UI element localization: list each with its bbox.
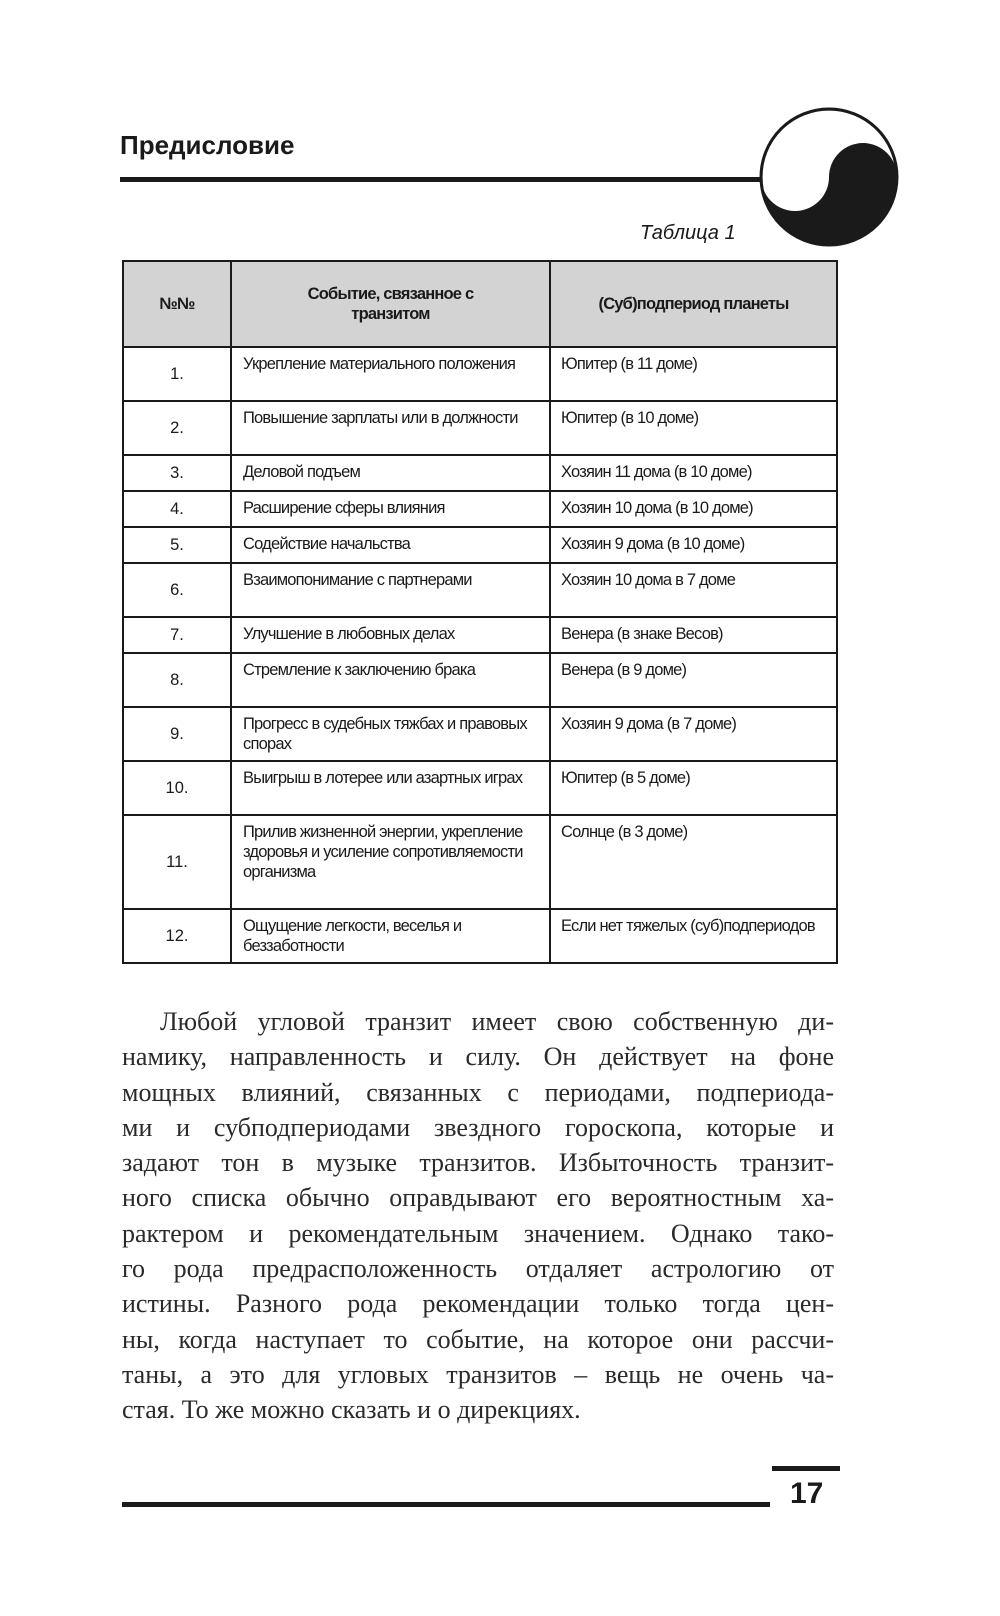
row-number: 8. — [123, 653, 231, 707]
row-event: Прилив жизненной энергии, укрепление здоровья и усиление сопротивляемости организма — [231, 815, 550, 909]
section-title: Предисловие — [120, 130, 295, 160]
table-row — [123, 455, 837, 491]
row-number: 10. — [123, 761, 231, 815]
row-planet: Юпитер (в 11 доме) — [550, 347, 837, 401]
row-event: Укрепление материального положения — [231, 347, 550, 401]
table-row — [123, 617, 837, 653]
row-planet: Юпитер (в 10 доме) — [550, 401, 837, 455]
row-planet: Хозяин 9 дома (в 10 доме) — [550, 527, 837, 563]
paragraph-line: ны, когда наступает то событие, на которое они рассчи- — [122, 1324, 834, 1354]
paragraph-line: задают тон в музыке транзитов. Избыточность транзит- — [122, 1148, 834, 1178]
row-number: 4. — [123, 491, 231, 527]
footer-rule — [122, 1502, 770, 1507]
table-row — [123, 909, 837, 963]
row-number: 12. — [123, 909, 231, 963]
transit-table — [122, 260, 838, 964]
column-header-number: №№ — [123, 261, 231, 347]
row-planet: Хозяин 10 дома (в 10 доме) — [550, 491, 837, 527]
row-event: Улучшение в любовных делах — [231, 617, 550, 653]
row-planet: Юпитер (в 5 доме) — [550, 761, 837, 815]
row-event: Взаимопонимание с партнерами — [231, 563, 550, 617]
row-event: Ощущение легкости, веселья и беззаботности — [231, 909, 550, 963]
paragraph-line: рактером и рекомендательным значением. Однако тако- — [122, 1218, 834, 1248]
table-row — [123, 563, 837, 617]
row-planet: Хозяин 10 дома в 7 доме — [550, 563, 837, 617]
row-planet: Хозяин 9 дома (в 7 доме) — [550, 707, 837, 761]
row-number: 11. — [123, 815, 231, 909]
row-planet: Венера (в знаке Весов) — [550, 617, 837, 653]
paragraph-line: Любой угловой транзит имеет свою собственную ди- — [160, 1007, 834, 1036]
table-row — [123, 707, 837, 761]
row-number: 7. — [123, 617, 231, 653]
paragraph-line: ми и субподпериодами звездного гороскопа, которые и — [122, 1112, 834, 1142]
row-event: Выигрыш в лотерее или азартных играх — [231, 761, 550, 815]
yin-yang-icon — [758, 106, 900, 248]
paragraph-line: ного списка обычно оправдывают его вероятностным ха- — [122, 1183, 834, 1213]
table-row — [123, 491, 837, 527]
row-number: 1. — [123, 347, 231, 401]
column-header-event-label: Событие, связанное с транзитом — [307, 285, 474, 323]
row-event: Стремление к заключению брака — [231, 653, 550, 707]
page-number: 17 — [790, 1477, 824, 1510]
table-row — [123, 761, 837, 815]
paragraph-line: истины. Разного рода рекомендации только тогда цен- — [122, 1289, 834, 1319]
row-event: Содействие начальства — [231, 527, 550, 563]
header-rule — [120, 177, 768, 182]
table-header-row — [123, 261, 837, 347]
column-header-planet: (Суб)подпериод планеты — [550, 261, 837, 347]
paragraph-line: намику, направленность и силу. Он действует на фоне — [122, 1042, 834, 1072]
row-number: 9. — [123, 707, 231, 761]
row-number: 2. — [123, 401, 231, 455]
row-planet: Если нет тяжелых (суб)подпериодов — [550, 909, 837, 963]
row-number: 3. — [123, 455, 231, 491]
table-caption: Таблица 1 — [640, 222, 736, 244]
row-event: Прогресс в судебных тяжбах и правовых спорах — [231, 707, 550, 761]
table-row — [123, 815, 837, 909]
paragraph-line: мощных влияний, связанных с периодами, подпериода- — [122, 1077, 834, 1107]
row-event: Расширение сферы влияния — [231, 491, 550, 527]
table-row — [123, 527, 837, 563]
column-header-event — [231, 261, 550, 347]
table-row — [123, 347, 837, 401]
paragraph-line: таны, а это для угловых транзитов – вещь не очень ча- — [122, 1359, 834, 1389]
paragraph-line: го рода предрасположенность отдаляет астрологию от — [122, 1254, 834, 1284]
row-planet: Солнце (в 3 доме) — [550, 815, 837, 909]
table-row — [123, 653, 837, 707]
table-row — [123, 401, 837, 455]
row-event: Повышение зарплаты или в должности — [231, 401, 550, 455]
row-number: 6. — [123, 563, 231, 617]
body-paragraph — [122, 1004, 834, 1428]
paragraph-line: стая. То же можно сказать и о дирекциях. — [122, 1395, 581, 1425]
page-number-rule — [772, 1466, 840, 1471]
row-planet: Венера (в 9 доме) — [550, 653, 837, 707]
row-event: Деловой подъем — [231, 455, 550, 491]
row-planet: Хозяин 11 дома (в 10 доме) — [550, 455, 837, 491]
row-number: 5. — [123, 527, 231, 563]
